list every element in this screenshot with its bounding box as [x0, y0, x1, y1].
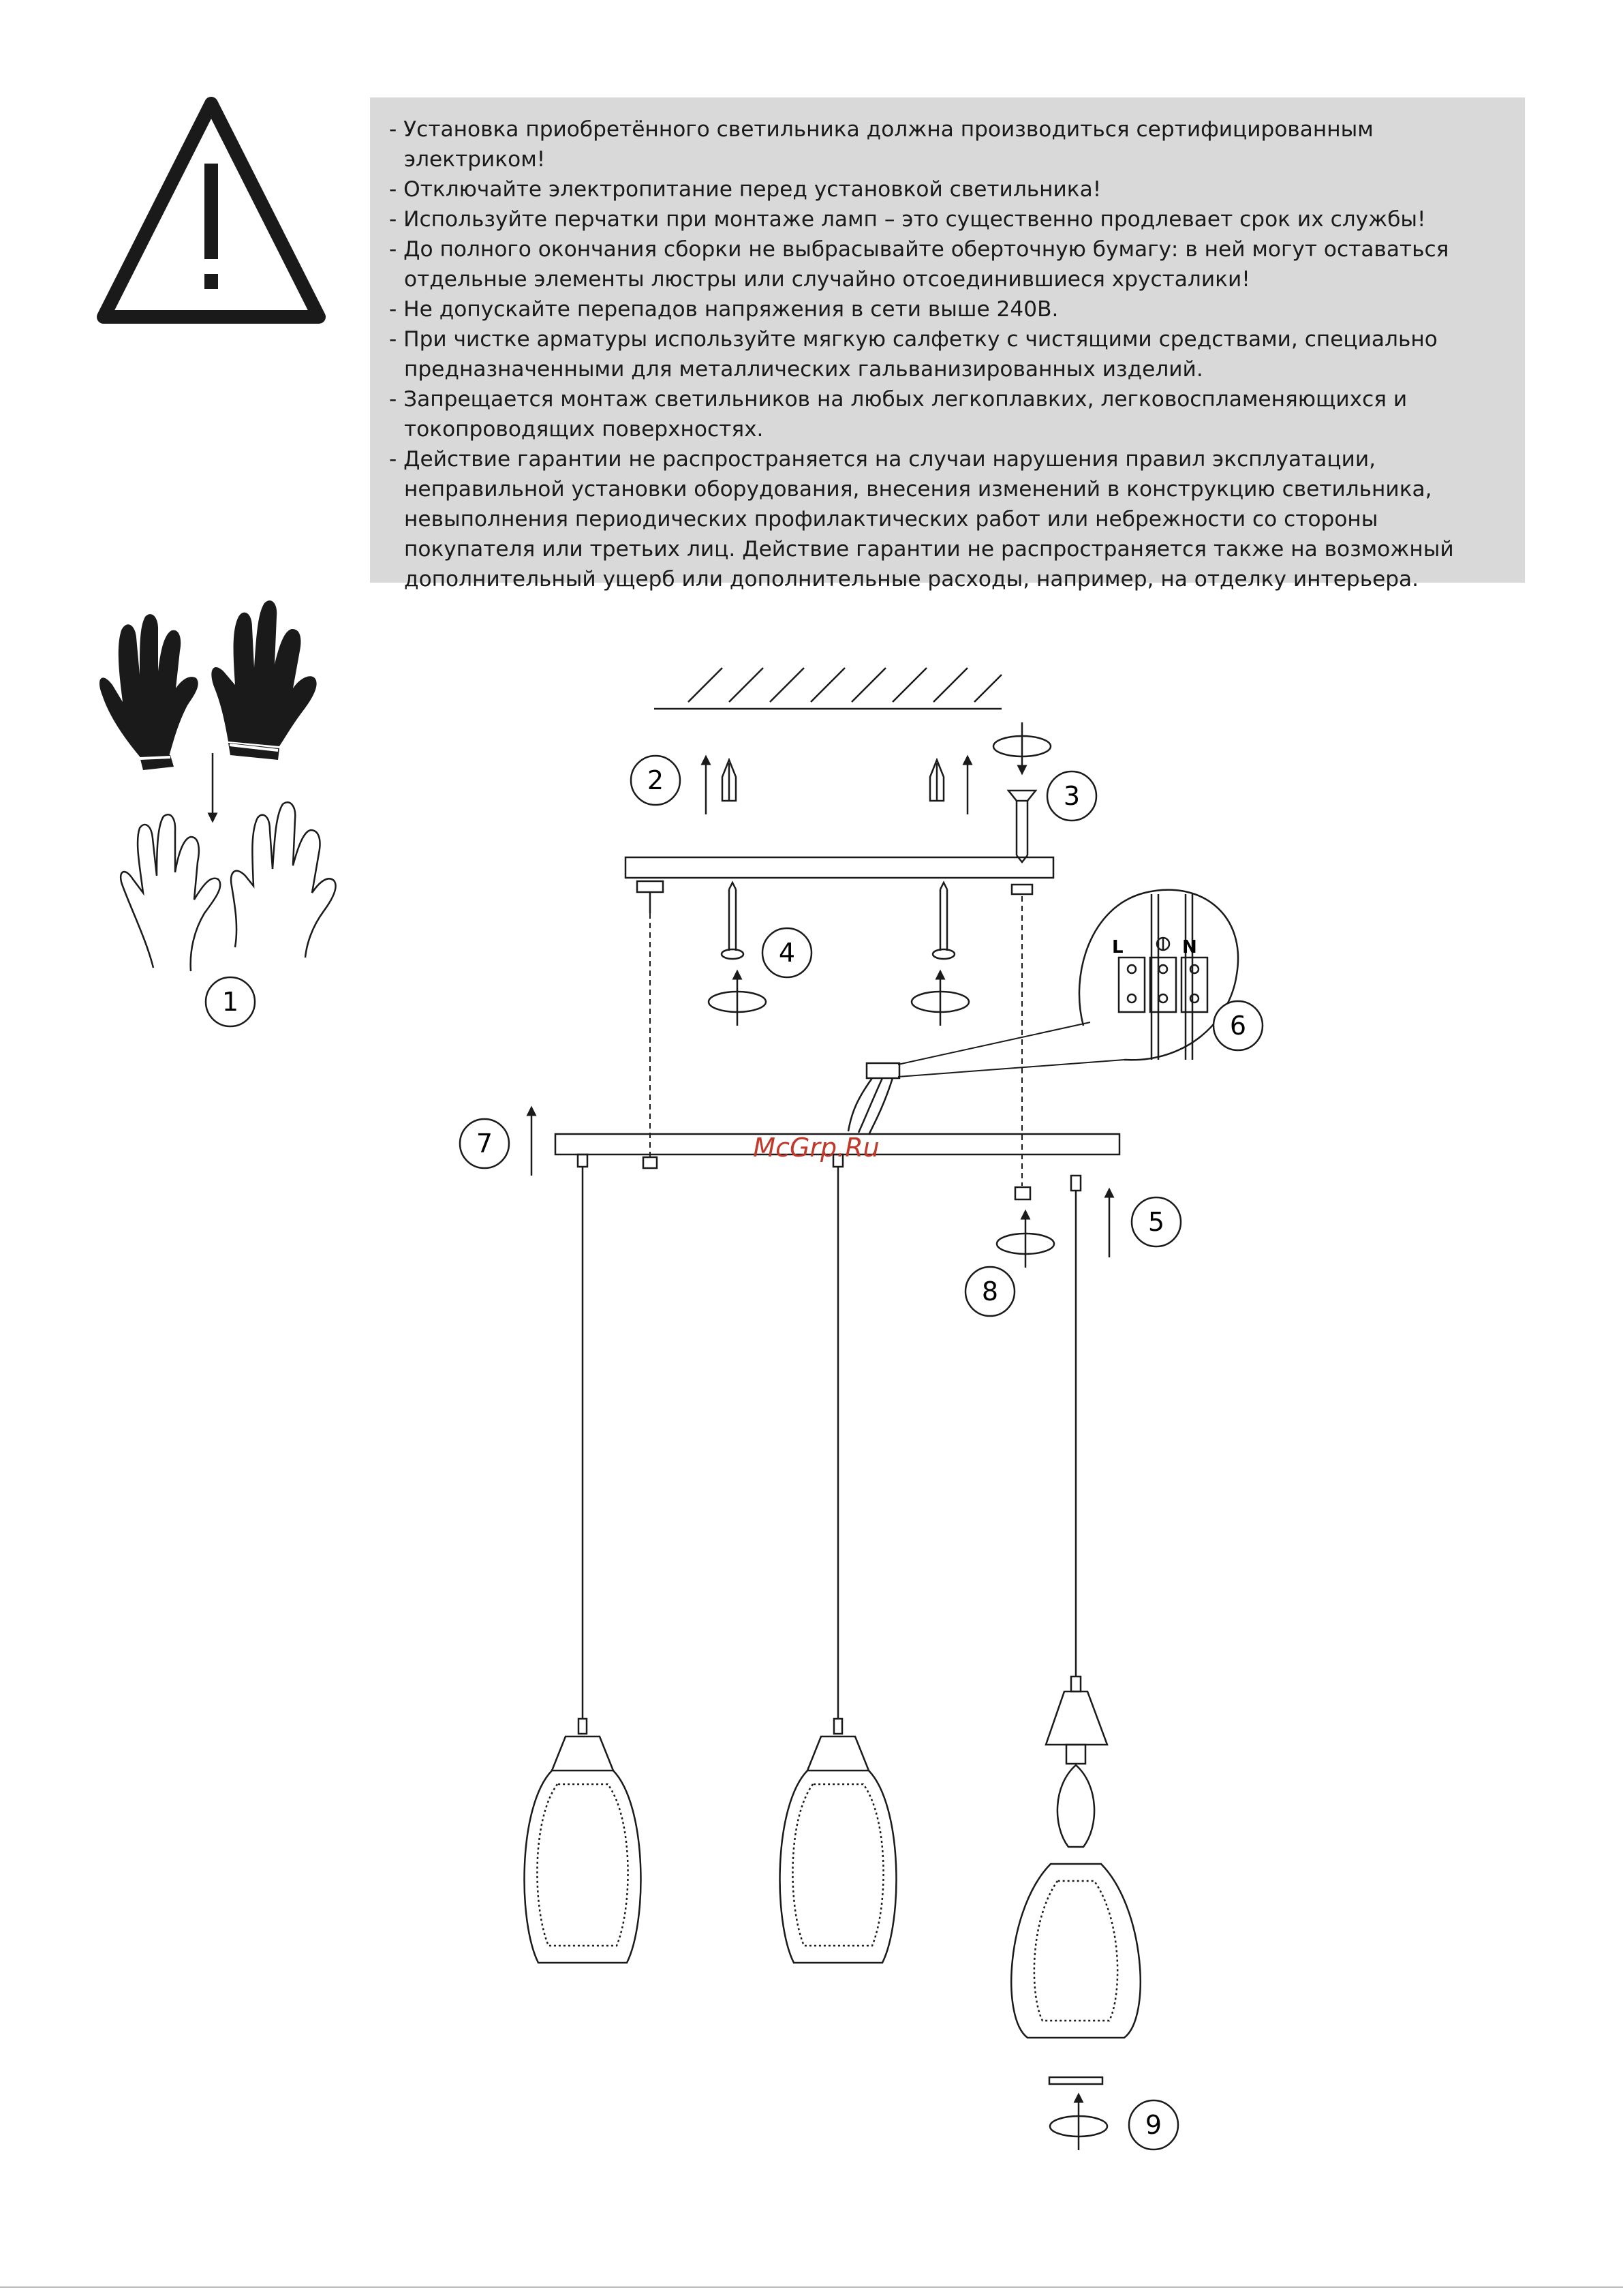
terminal-label-neutral: N	[1182, 937, 1197, 958]
wall-plug-icon	[722, 760, 944, 801]
step-1	[206, 977, 255, 1026]
step-number: 3	[1063, 781, 1081, 811]
rotate-icon	[709, 975, 969, 1026]
rotate-icon	[1050, 2098, 1107, 2150]
watermark: McGrp.Ru	[753, 1133, 880, 1163]
rotate-icon	[997, 1214, 1054, 1268]
warning-line: - Запрещается монтаж светильников на любых легкоплавких, легковоспламеняющихся и токопроводящих поверхностях.	[389, 387, 1408, 442]
step-7	[460, 1119, 509, 1168]
warning-line: - Не допускайте перепадов напряжения в сети выше 240В.	[389, 297, 1059, 322]
step-3	[1047, 771, 1096, 821]
step-8	[965, 1267, 1015, 1316]
step-number: 9	[1145, 2110, 1162, 2140]
step-number: 2	[647, 765, 664, 795]
safety-notice	[370, 97, 1525, 592]
pendant-lamp	[525, 1154, 641, 1963]
step-number: 1	[221, 987, 239, 1017]
mounting-bracket	[625, 857, 1053, 878]
warning-line: - Используйте перчатки при монтаже ламп – это существенно продлевает срок их службы!	[389, 207, 1426, 232]
step-4	[762, 928, 812, 977]
step-number: 6	[1229, 1011, 1247, 1041]
pendant-lamp-exploded	[1011, 1176, 1141, 2084]
screw-icon	[1008, 791, 1036, 862]
rotate-icon	[993, 722, 1051, 770]
warning-line: - До полного окончания сборки не выбрасывайте оберточную бумагу: в ней могут оставаться отдельные элементы люстры или случайно отсоединившиеся хрусталики!	[389, 237, 1449, 292]
step-number: 5	[1147, 1207, 1165, 1237]
step-number: 4	[778, 938, 796, 968]
step-5	[1132, 1197, 1181, 1246]
screw-icon	[722, 883, 955, 959]
page-divider	[0, 2286, 1623, 2288]
assembly-diagram	[0, 586, 1623, 2263]
hands-icon	[121, 802, 335, 971]
step-2	[631, 756, 680, 805]
warning-line: - Действие гарантии не распространяется на случаи нарушения правил эксплуатации, неправильной установки оборудования, внесения изменений в конструкцию светильника, невыполнения периодических профилактических работ или небрежности со стороны покупателя или третьих лиц. Действие гарантии не распространяется также на возможный дополнительный ущерб или дополнительные расходы, например, на отделку интерьера.	[389, 447, 1454, 592]
terminal-label-live: L	[1112, 937, 1124, 958]
gloves-icon	[99, 600, 317, 770]
warning-line: - Установка приобретённого светильника должна производиться сертифицированным электриком!	[389, 117, 1374, 172]
ceiling-hatching	[654, 668, 1002, 709]
warning-line: - При чистке арматуры используйте мягкую салфетку с чистящими средствами, специально предназначенными для металлических гальванизированных изделий.	[389, 327, 1438, 382]
wire-connector-icon	[848, 1063, 899, 1135]
step-6	[1214, 1001, 1263, 1050]
warning-icon	[95, 95, 327, 327]
warning-line: - Отключайте электропитание перед установкой светильника!	[389, 177, 1102, 202]
pendant-lamp	[780, 1154, 897, 1963]
step-number: 8	[981, 1276, 999, 1306]
nut-icon	[637, 881, 1032, 913]
step-number: 7	[476, 1129, 493, 1159]
step-9	[1129, 2100, 1178, 2149]
